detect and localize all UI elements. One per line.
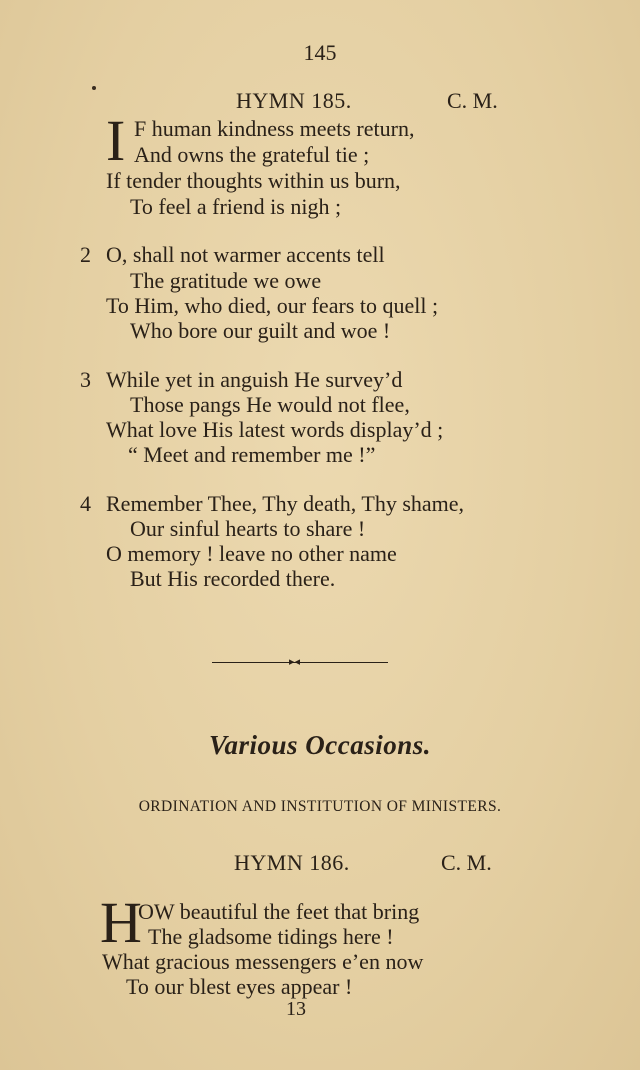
hymn-186-line-2: The gladsome tidings here ! — [148, 924, 394, 949]
page-number: 145 — [303, 40, 337, 65]
subsection-heading: ORDINATION AND INSTITUTION OF MINISTERS. — [138, 798, 502, 815]
verse-4-line-3: O memory ! leave no other name — [106, 541, 397, 566]
hymn-186-title: HYMN 186. — [234, 850, 350, 875]
verse-3-line-4: “ Meet and remember me !” — [128, 442, 376, 467]
verse-2-line-2: The gratitude we owe — [130, 268, 322, 293]
hymn-185-meter: C. M. — [447, 88, 498, 113]
divider-ornament-icon: ▸◂ — [289, 656, 301, 668]
hymn-185-line-2: And owns the grateful tie ; — [134, 142, 370, 167]
hymn-185-title: HYMN 185. — [236, 88, 352, 113]
verse-number-2: 2 — [80, 242, 91, 267]
hymn-186-meter: C. M. — [441, 850, 492, 875]
hymn-186-dropcap: H — [100, 890, 142, 955]
hymn-185-line-1: F human kindness meets return, — [134, 116, 415, 141]
hymn-186-line-3: What gracious messengers e’en now — [102, 949, 424, 974]
section-heading: Various Occasions. — [208, 730, 432, 760]
hymn-185-dropcap: I — [106, 108, 126, 173]
ink-speck — [92, 86, 96, 90]
verse-3-line-2: Those pangs He would not flee, — [130, 392, 410, 417]
verse-3-line-1: While yet in anguish He survey’d — [106, 367, 403, 392]
verse-4-line-4: But His recorded there. — [130, 566, 336, 591]
verse-number-3: 3 — [80, 367, 91, 392]
verse-2-line-1: O, shall not warmer accents tell — [106, 242, 385, 267]
verse-2-line-3: To Him, who died, our fears to quell ; — [106, 293, 439, 318]
hymn-185-line-4: To feel a friend is nigh ; — [130, 194, 342, 219]
verse-4-line-2: Our sinful hearts to share ! — [130, 516, 366, 541]
signature-mark: 13 — [286, 998, 306, 1020]
verse-4-line-1: Remember Thee, Thy death, Thy shame, — [106, 491, 465, 516]
hymn-186-line-1: OW beautiful the feet that bring — [138, 899, 420, 924]
verse-2-line-4: Who bore our guilt and woe ! — [130, 318, 391, 343]
hymn-186-line-4: To our blest eyes appear ! — [126, 974, 353, 999]
verse-number-4: 4 — [80, 491, 91, 516]
hymn-185-line-3: If tender thoughts within us burn, — [106, 168, 401, 193]
verse-3-line-3: What love His latest words display’d ; — [106, 417, 444, 442]
